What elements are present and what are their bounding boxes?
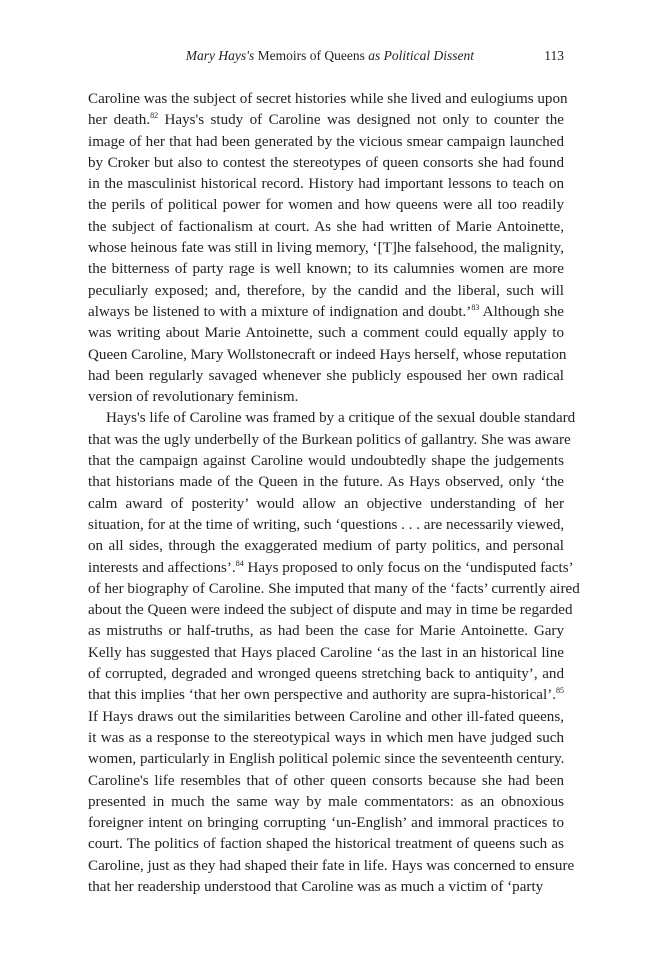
paragraph — [88, 89, 568, 408]
text-line: situation, for at the time of writing, such ‘questions . . . are necessarily viewed, — [88, 516, 565, 533]
text-line: was writing about Marie Antoinette, such a comment could equally apply to — [88, 325, 564, 342]
running-title-part3: as Political Dissent — [368, 48, 474, 63]
text-line: If Hays draws out the similarities between Caroline and other ill-fated queens, — [88, 708, 564, 725]
text-line: interests and affections’.$^{84}$ Hays proposed to only focus on the ‘undisputed facts’ — [88, 558, 574, 576]
text-line: foreigner intent on bringing corrupting ‘un-English’ and immoral practices to — [88, 815, 564, 832]
body-text — [88, 89, 580, 898]
running-header — [88, 47, 564, 65]
text-line: Queen Caroline, Mary Wollstonecraft or indeed Hays herself, whose reputation — [88, 346, 567, 363]
text-line: that the campaign against Caroline would undoubtedly shape the judgements — [88, 453, 564, 470]
text-line: peculiarly exposed; and, therefore, by the candid and the liberal, such will — [88, 282, 564, 299]
text-line: Kelly has suggested that Hays placed Caroline ‘as the last in an historical line — [88, 644, 564, 661]
text-line: her death.$^{82}$ Hays's study of Caroline was designed not only to counter the — [88, 111, 564, 129]
text-line: that was the ugly underbelly of the Burkean politics of gallantry. She was aware — [88, 431, 571, 448]
text-line: the bitterness of party rage is well known; to its calumnies women are more — [88, 261, 564, 278]
text-line: by Croker but also to contest the stereotypes of queen consorts she had found — [88, 154, 564, 171]
text-line: image of her that had been generated by the vicious smear campaign launched — [88, 133, 564, 150]
text-line: in the masculinist historical record. History had important lessons to teach on — [88, 176, 564, 193]
footnote-marker[interactable]: 85 — [556, 686, 564, 696]
running-title-part2: Memoirs of Queens — [254, 48, 369, 63]
text-line: on all sides, through the exaggerated medium of party politics, and personal — [88, 538, 564, 555]
text-line: calm award of posterity’ would allow an objective understanding of her — [88, 495, 564, 512]
text-line: Hays's life of Caroline was framed by a critique of the sexual double standard — [106, 410, 576, 427]
text-line: it was as a response to the stereotypical ways in which men have judged such — [88, 729, 564, 746]
text-line: whose heinous fate was still in living memory, ‘[T]he falsehood, the malignity, — [88, 240, 564, 257]
footnote-marker[interactable]: 83 — [471, 302, 480, 312]
footnote-marker[interactable]: 84 — [235, 558, 244, 568]
text-line: that this implies ‘that her own perspective and authority are supra-historical’.$^{85}$ — [88, 686, 564, 704]
text-line: that her readership understood that Caroline was as much a victim of ‘party — [88, 878, 544, 895]
text-line: Caroline's life resembles that of other queen consorts because she had been — [88, 772, 564, 789]
running-title — [186, 47, 474, 65]
text-line: Caroline was the subject of secret histories while she lived and eulogiums upon — [88, 91, 568, 107]
text-line: always be listened to with a mixture of indignation and doubt.’$^{83}$ Although she — [88, 302, 564, 320]
text-line: version of revolutionary feminism. — [88, 389, 299, 406]
text-line: the perils of political power for women and how queens were all too readily — [88, 197, 564, 214]
text-line: of corrupted, degraded and wronged queens stretching back to antiquity’, and — [88, 666, 564, 683]
text-line: presented in much the same way by male commentators: as an obnoxious — [88, 793, 564, 810]
text-line: the subject of factionalism at court. As she had written of Marie Antoinette, — [88, 218, 564, 235]
footnote-marker[interactable]: 82 — [150, 111, 159, 121]
text-line: had been regularly savaged whenever she publicly espoused her own radical — [88, 367, 564, 384]
text-line: women, particularly in English political polemic since the seventeenth century. — [88, 751, 565, 768]
text-line: about the Queen were indeed the subject of dispute and may in time be regarded — [88, 602, 573, 619]
text-line: as mistruths or half-truths, as had been the case for Marie Antoinette. Gary — [88, 623, 564, 640]
page-number: 113 — [544, 48, 564, 63]
running-title-part1: Mary Hays's — [185, 48, 255, 63]
text-line: of her biography of Caroline. She imputed that many of the ‘facts’ currently aired — [88, 580, 580, 597]
paragraph — [88, 408, 580, 898]
text-line: that historians made of the Queen in the future. As Hays observed, only ‘the — [88, 474, 564, 491]
text-line: Caroline, just as they had shaped their fate in life. Hays was concerned to ensure — [88, 857, 575, 874]
text-line: court. The politics of faction shaped the historical treatment of queens such as — [88, 836, 564, 853]
